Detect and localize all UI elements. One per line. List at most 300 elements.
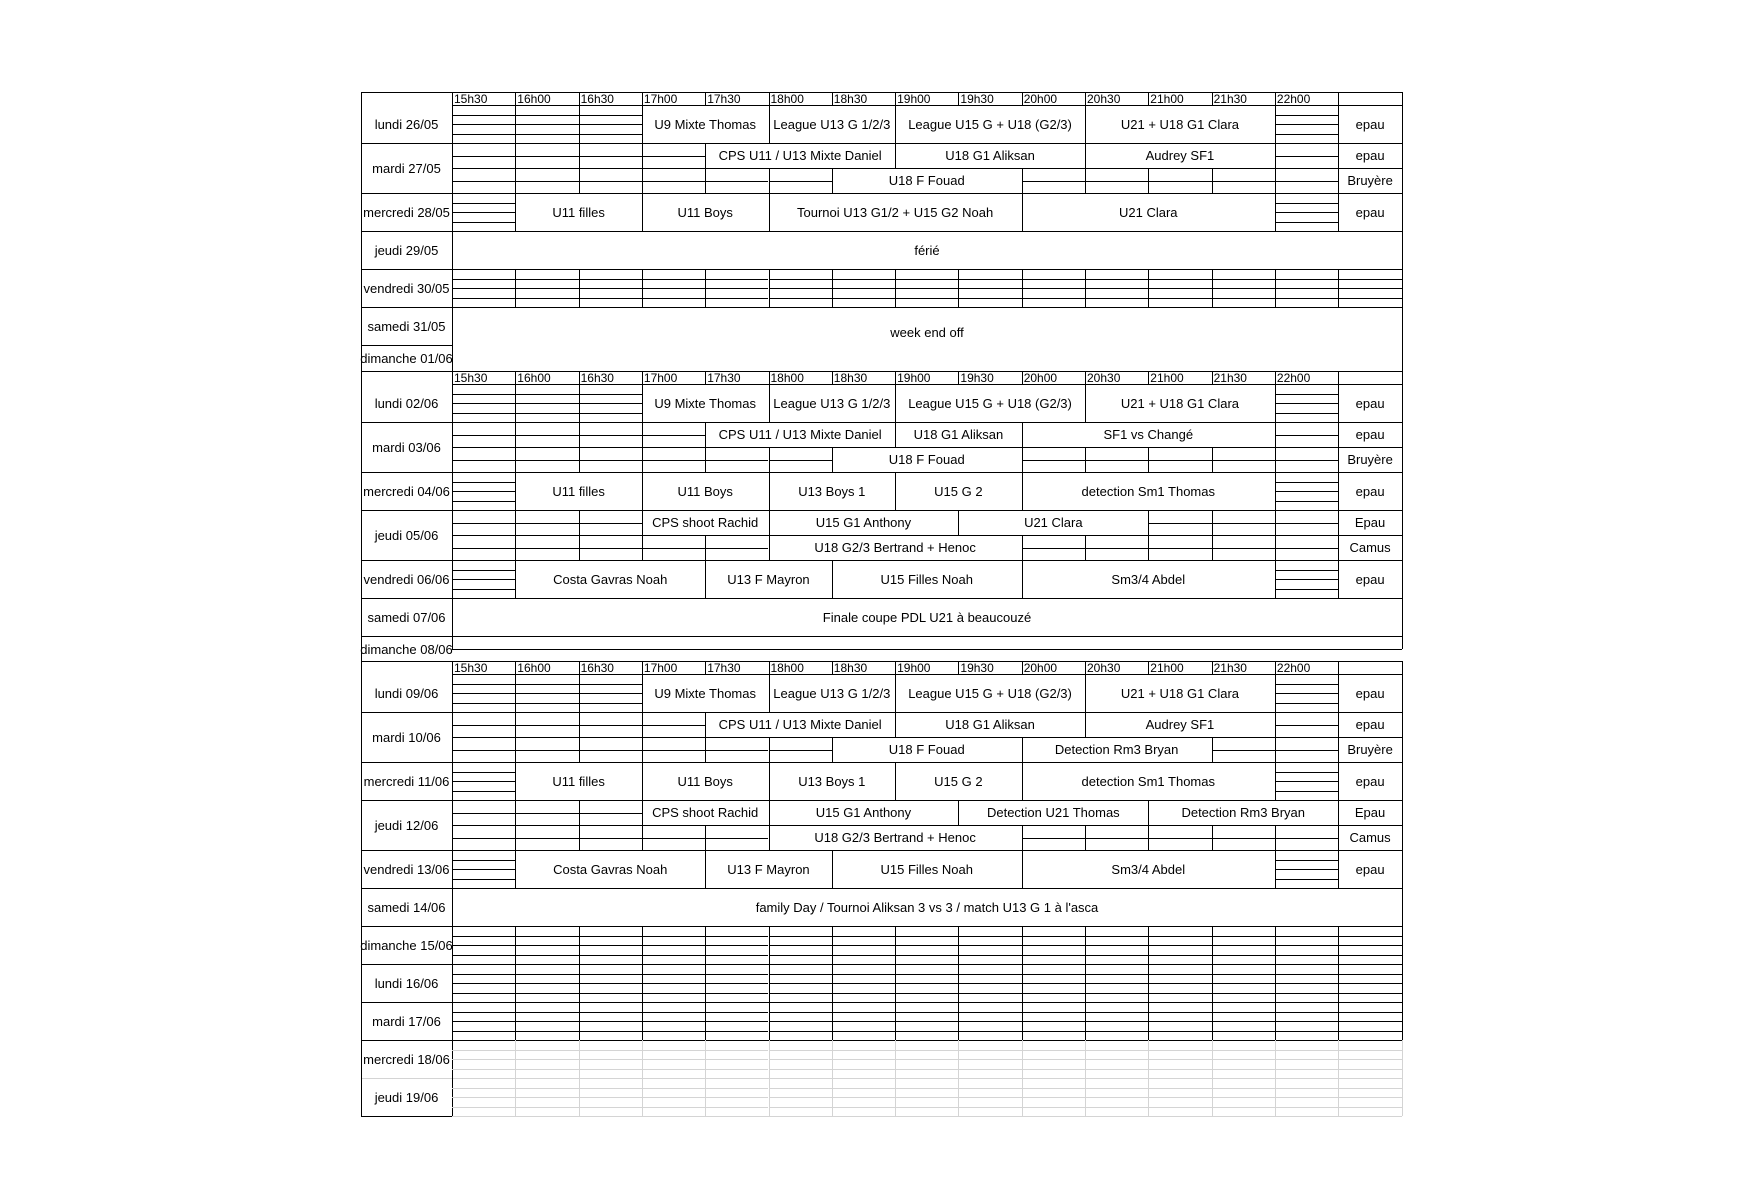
grid-line (705, 750, 768, 751)
grid-line (705, 269, 706, 307)
grid-line (515, 693, 578, 694)
grid-line (1275, 501, 1338, 502)
day-label: mercredi 11/06 (363, 773, 450, 789)
grid-line (1402, 850, 1403, 888)
grid-line (642, 1021, 705, 1022)
grid-line (1148, 1012, 1211, 1013)
grid-line (361, 1116, 1402, 1117)
grid-line (579, 1059, 642, 1060)
grid-line (1085, 535, 1086, 560)
grid-line (642, 1002, 643, 1040)
time-slot-header: 18h30 (833, 371, 868, 385)
grid-line (642, 1088, 705, 1089)
grid-line (515, 684, 578, 685)
grid-line (1338, 993, 1402, 994)
grid-line (769, 1078, 770, 1116)
grid-line (452, 589, 515, 590)
grid-line (1275, 222, 1338, 223)
grid-line (832, 288, 895, 289)
time-slot-header: 16h30 (580, 661, 614, 675)
grid-line (642, 964, 643, 1002)
grid-line (1402, 422, 1403, 472)
grid-line (452, 501, 515, 502)
day-label: lundi 02/06 (374, 395, 439, 411)
time-slot-header: 17h00 (643, 92, 678, 106)
grid-line (1022, 1002, 1023, 1040)
day-label: samedi 31/05 (367, 318, 446, 334)
grid-line (579, 413, 642, 414)
grid-line (361, 384, 362, 422)
grid-line (705, 983, 768, 984)
grid-line (895, 269, 896, 307)
grid-line (642, 926, 643, 964)
grid-line (1022, 993, 1085, 994)
grid-line (1085, 955, 1148, 956)
grid-line (1148, 1021, 1211, 1022)
grid-line (895, 288, 958, 289)
grid-line (1275, 1040, 1276, 1078)
grid-line (1275, 850, 1276, 888)
grid-line (361, 231, 362, 269)
grid-line (579, 143, 580, 168)
grid-line (769, 993, 832, 994)
event-block: U18 F Fouad (888, 173, 965, 188)
grid-line (515, 1069, 578, 1070)
grid-line (1022, 1021, 1085, 1022)
grid-line (452, 181, 515, 182)
grid-line (361, 1078, 362, 1116)
grid-line (1275, 1107, 1338, 1108)
grid-line (832, 1021, 895, 1022)
grid-line (1338, 926, 1339, 964)
time-slot-header: 20h30 (1087, 92, 1121, 106)
grid-line (579, 813, 642, 814)
grid-line (579, 725, 642, 726)
grid-line (515, 403, 578, 404)
grid-line (642, 1050, 705, 1051)
grid-line (452, 491, 515, 492)
grid-line (769, 964, 770, 1002)
grid-line (452, 1021, 515, 1022)
event-block: U18 G1 Aliksan (913, 427, 1004, 442)
grid-line (452, 636, 453, 649)
grid-line (705, 936, 768, 937)
grid-line (515, 156, 578, 157)
grid-line (1338, 1078, 1339, 1116)
grid-line (1085, 1012, 1148, 1013)
grid-line (642, 168, 643, 193)
grid-line (705, 974, 768, 975)
full-day-note: férié (914, 242, 940, 258)
grid-line (832, 298, 895, 299)
grid-line (1338, 279, 1402, 280)
grid-line (1402, 1078, 1403, 1116)
event-block: U18 G1 Aliksan (945, 717, 1035, 732)
grid-line (1402, 105, 1403, 143)
grid-line (452, 222, 515, 223)
grid-line (958, 298, 1021, 299)
grid-line (895, 1031, 958, 1032)
grid-line (1275, 1069, 1338, 1070)
grid-line (1275, 105, 1276, 143)
grid-line (1338, 1021, 1402, 1022)
grid-line (361, 964, 1402, 965)
grid-line (1085, 548, 1148, 549)
grid-line (1338, 1107, 1402, 1108)
grid-line (1085, 279, 1148, 280)
grid-line (895, 1059, 958, 1060)
grid-line (642, 737, 643, 762)
day-label: jeudi 29/05 (374, 242, 439, 258)
grid-line (1085, 1002, 1086, 1040)
grid-line (579, 394, 642, 395)
grid-line (452, 955, 515, 956)
grid-line (1402, 888, 1403, 926)
grid-line (361, 1002, 362, 1040)
grid-line (1212, 181, 1275, 182)
grid-line (1022, 181, 1085, 182)
grid-line (1148, 523, 1211, 524)
grid-line (515, 460, 578, 461)
grid-line (579, 993, 642, 994)
grid-line (705, 1069, 768, 1070)
grid-line (1338, 298, 1402, 299)
day-label: jeudi 19/06 (374, 1089, 439, 1105)
grid-line (1338, 371, 1339, 384)
grid-line (1402, 143, 1403, 193)
grid-line (361, 964, 362, 1002)
grid-line (1148, 298, 1211, 299)
grid-line (1275, 570, 1338, 571)
grid-line (1212, 288, 1275, 289)
grid-line (1275, 860, 1338, 861)
grid-line (361, 1116, 452, 1117)
event-block: U21 Clara (1119, 204, 1178, 220)
grid-line (832, 983, 895, 984)
event-block: U11 Boys (677, 204, 733, 220)
grid-line (1022, 298, 1085, 299)
grid-line (452, 203, 515, 204)
grid-line (769, 926, 770, 964)
grid-line (958, 269, 959, 307)
grid-line (642, 181, 705, 182)
grid-line (1338, 945, 1402, 946)
grid-line (642, 1069, 705, 1070)
event-block: U13 F Mayron (727, 861, 810, 877)
day-label: samedi 07/06 (367, 609, 446, 625)
grid-line (1148, 1097, 1211, 1098)
grid-line (1212, 750, 1275, 751)
grid-line (1085, 460, 1148, 461)
grid-line (452, 838, 515, 839)
grid-line (452, 403, 515, 404)
grid-line (1275, 964, 1276, 1002)
grid-line (579, 535, 580, 560)
grid-line (705, 964, 706, 1002)
grid-line (579, 936, 642, 937)
venue-label: epau (1355, 204, 1385, 220)
grid-line (1275, 203, 1338, 204)
grid-line (1148, 460, 1211, 461)
grid-line (642, 838, 705, 839)
grid-line (1275, 1078, 1276, 1116)
grid-line (515, 737, 516, 762)
grid-line (769, 1088, 832, 1089)
grid-line (769, 936, 832, 937)
time-slot-header: 21h00 (1150, 371, 1184, 385)
grid-line (452, 974, 515, 975)
grid-line (1148, 955, 1211, 956)
grid-line (452, 124, 515, 125)
grid-line (705, 1088, 768, 1089)
grid-line (1275, 422, 1276, 447)
grid-line (579, 1050, 642, 1051)
grid-line (452, 860, 515, 861)
grid-line (832, 1059, 895, 1060)
grid-line (515, 394, 578, 395)
grid-line (452, 879, 515, 880)
grid-line (1275, 510, 1276, 535)
venue-label: epau (1355, 685, 1385, 701)
grid-line (515, 800, 516, 825)
grid-line (832, 1031, 895, 1032)
grid-line (515, 974, 578, 975)
grid-line (579, 288, 642, 289)
grid-line (1275, 703, 1338, 704)
grid-line (361, 888, 362, 926)
grid-line (579, 1012, 642, 1013)
grid-line (452, 1012, 515, 1013)
grid-line (579, 800, 580, 825)
time-slot-header: 17h00 (643, 371, 678, 385)
grid-line (1212, 1059, 1275, 1060)
grid-line (579, 156, 642, 157)
grid-line (958, 964, 959, 1002)
venue-label: epau (1355, 483, 1385, 499)
grid-line (832, 936, 895, 937)
grid-line (1275, 394, 1338, 395)
grid-line (1275, 879, 1338, 880)
day-label: lundi 16/06 (374, 975, 439, 991)
grid-line (958, 983, 1021, 984)
grid-line (361, 472, 362, 510)
grid-line (515, 105, 516, 143)
grid-line (1338, 974, 1402, 975)
grid-line (452, 993, 515, 994)
grid-line (361, 1078, 1402, 1079)
grid-line (1275, 384, 1276, 422)
event-block: CPS U11 / U13 Mixte Daniel (718, 148, 882, 163)
grid-line (452, 134, 515, 135)
grid-line (1148, 993, 1211, 994)
time-slot-header: 19h00 (897, 371, 931, 385)
grid-line (515, 813, 578, 814)
grid-line (958, 974, 1021, 975)
grid-line (452, 703, 515, 704)
grid-line (579, 447, 580, 472)
grid-line (579, 1040, 580, 1078)
grid-line (1275, 1059, 1338, 1060)
grid-line (895, 1012, 958, 1013)
grid-line (1085, 964, 1086, 1002)
grid-line (361, 926, 362, 964)
grid-line (642, 288, 705, 289)
grid-line (1338, 1031, 1402, 1032)
grid-line (361, 800, 362, 850)
grid-line (642, 712, 643, 737)
grid-line (1402, 92, 1403, 105)
grid-line (1275, 435, 1338, 436)
grid-line (515, 1097, 578, 1098)
grid-line (1212, 168, 1213, 193)
grid-line (452, 791, 515, 792)
grid-line (361, 193, 362, 231)
grid-line (515, 1031, 578, 1032)
grid-line (1402, 1040, 1403, 1078)
event-block: U9 Mixte Thomas (654, 116, 756, 132)
grid-line (1148, 181, 1211, 182)
grid-line (515, 269, 516, 307)
grid-line (895, 936, 958, 937)
event-block: CPS shoot Rachid (652, 515, 759, 530)
grid-line (515, 825, 516, 850)
grid-line (1022, 983, 1085, 984)
time-slot-header: 18h00 (770, 371, 804, 385)
grid-line (705, 1107, 768, 1108)
grid-line (895, 298, 958, 299)
grid-line (705, 288, 768, 289)
grid-line (895, 1078, 896, 1116)
grid-line (1148, 447, 1149, 472)
grid-line (1148, 964, 1149, 1002)
grid-line (1212, 269, 1213, 307)
grid-line (1275, 288, 1338, 289)
grid-line (1402, 674, 1403, 712)
grid-line (1402, 472, 1403, 510)
grid-line (1148, 974, 1211, 975)
grid-line (579, 703, 642, 704)
grid-line (1148, 1069, 1211, 1070)
grid-line (452, 1097, 515, 1098)
grid-line (958, 1078, 959, 1116)
grid-line (1338, 1088, 1402, 1089)
grid-line (642, 725, 705, 726)
grid-line (1275, 460, 1338, 461)
grid-line (769, 1012, 832, 1013)
grid-line (452, 813, 515, 814)
grid-line (515, 168, 516, 193)
grid-line (1212, 945, 1275, 946)
grid-line (1338, 825, 1402, 826)
venue-label: epau (1355, 861, 1385, 877)
event-block: U18 G2/3 Bertrand + Henoc (814, 540, 976, 555)
grid-line (361, 926, 1402, 927)
grid-line (958, 1012, 1021, 1013)
grid-line (1148, 1059, 1211, 1060)
time-slot-header: 18h30 (833, 92, 868, 106)
grid-line (452, 482, 515, 483)
grid-line (361, 371, 362, 384)
grid-line (769, 1069, 832, 1070)
grid-line (705, 447, 706, 472)
venue-label: epau (1355, 571, 1385, 587)
time-slot-header: 18h00 (770, 92, 804, 106)
grid-line (1148, 936, 1211, 937)
grid-line (1402, 1002, 1403, 1040)
grid-line (1022, 955, 1085, 956)
grid-line (452, 750, 515, 751)
event-block: Tournoi U13 G1/2 + U15 G2 Noah (796, 204, 994, 220)
time-slot-header: 21h30 (1213, 661, 1247, 675)
grid-line (1022, 838, 1085, 839)
event-block: CPS U11 / U13 Mixte Daniel (718, 427, 882, 442)
grid-line (1275, 926, 1276, 964)
grid-line (1212, 1031, 1275, 1032)
day-label: dimanche 01/06 (360, 350, 453, 366)
grid-line (1085, 1031, 1148, 1032)
grid-line (1275, 684, 1338, 685)
grid-line (361, 560, 362, 598)
grid-line (579, 279, 642, 280)
grid-line (769, 983, 832, 984)
grid-line (579, 983, 642, 984)
grid-line (579, 737, 580, 762)
grid-line (1212, 974, 1275, 975)
grid-line (579, 168, 580, 193)
grid-line (452, 279, 515, 280)
grid-line (958, 1107, 1021, 1108)
event-block: U15 G1 Anthony (815, 805, 912, 820)
day-label: mardi 03/06 (372, 439, 441, 455)
grid-line (895, 1107, 958, 1108)
venue-label: epau (1355, 717, 1385, 732)
grid-line (579, 1078, 580, 1116)
grid-line (361, 307, 362, 371)
full-day-note: Finale coupe PDL U21 à beaucouzé (822, 609, 1032, 625)
event-block: Detection Rm3 Bryan (1181, 805, 1306, 820)
grid-line (515, 1002, 516, 1040)
event-block: U18 G1 Aliksan (945, 148, 1035, 163)
grid-line (769, 955, 832, 956)
grid-line (579, 460, 642, 461)
venue-label: Camus (1349, 830, 1391, 845)
grid-line (1085, 936, 1148, 937)
grid-line (895, 974, 958, 975)
grid-line (1275, 523, 1338, 524)
grid-line (515, 134, 578, 135)
grid-line (769, 750, 832, 751)
grid-line (1212, 1021, 1275, 1022)
grid-line (705, 838, 768, 839)
grid-line (1275, 993, 1338, 994)
grid-line (579, 964, 580, 1002)
grid-line (1275, 560, 1276, 598)
grid-line (1338, 955, 1402, 956)
grid-line (1085, 1059, 1148, 1060)
grid-line (1148, 1078, 1149, 1116)
grid-line (1275, 134, 1338, 135)
grid-line (1085, 1097, 1148, 1098)
grid-line (515, 1059, 578, 1060)
grid-line (1085, 298, 1148, 299)
grid-line (579, 974, 642, 975)
grid-line (1212, 535, 1213, 560)
event-block: detection Sm1 Thomas (1081, 773, 1215, 789)
grid-line (769, 288, 832, 289)
event-block: U15 Filles Noah (880, 861, 973, 877)
grid-line (705, 535, 706, 560)
grid-line (1085, 269, 1086, 307)
